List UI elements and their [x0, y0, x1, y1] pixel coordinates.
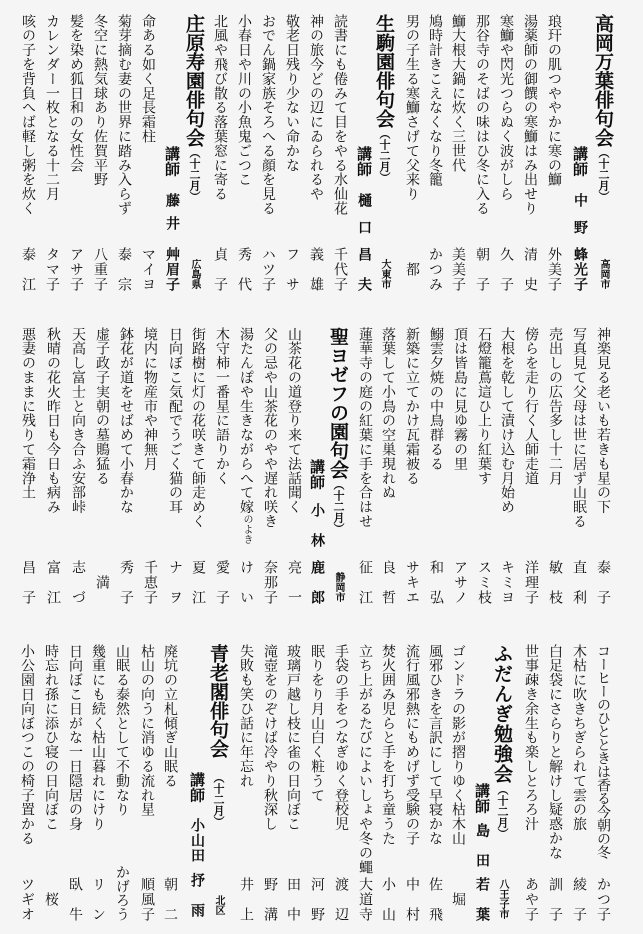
teacher-given-name: 艸眉子: [164, 247, 180, 291]
haiku-entry: [423, 14, 447, 294]
haiku-text: コーヒーのひとときは香る今朝の冬: [595, 644, 611, 859]
haiku-text: 幾重にも続く枯山暮れにけり: [90, 644, 106, 832]
haiku-entry: [39, 644, 63, 924]
haiku-text: 枯山の向うに消ゆる流れ星: [139, 644, 155, 817]
haiku-text: 世事疎き余生も楽しとろろ汁: [523, 644, 539, 832]
haiku-author: 満: [94, 575, 110, 589]
haiku-author: 田中: [285, 877, 301, 921]
haiku-entry: [543, 644, 567, 924]
group-month: （十二月）: [188, 147, 201, 202]
haiku-entry: [542, 14, 566, 294]
haiku-entry: [495, 327, 519, 607]
haiku-entry: [232, 14, 256, 294]
haiku-entry: [234, 327, 258, 607]
teacher-column: [305, 327, 329, 607]
haiku-entry: [328, 14, 352, 294]
haiku-author: ナヲ: [167, 560, 183, 604]
group-title-column: [591, 14, 615, 294]
haiku-text: 蓮華寺の庭の紅葉に手を合はせ: [357, 327, 373, 529]
haiku-author: 泰宗: [116, 247, 132, 291]
haiku-author: 直利: [571, 560, 587, 604]
haiku-author: スミ枝: [476, 560, 492, 604]
haiku-text: 敬老日残り少ない命かな: [284, 14, 300, 173]
haiku-author: 八重子: [92, 247, 108, 291]
haiku-entry: [16, 14, 40, 294]
haiku-entry: [353, 327, 377, 607]
haiku-author: リン: [90, 877, 106, 921]
haiku-text: 時忘れ孫に添ひ寝の日向ぼこ: [43, 644, 59, 832]
haiku-author: 富江: [45, 560, 61, 604]
haiku-author: かつみ: [427, 247, 443, 291]
group-heading: [326, 327, 350, 534]
haiku-entry: [567, 327, 591, 607]
haiku-entry: [15, 644, 39, 924]
haiku-text: 悪妻のままに残りて霜浄土: [20, 327, 36, 500]
haiku-entry: [63, 644, 87, 924]
haiku-entry: [591, 644, 615, 924]
haiku-text: 木枯に吹きちぎられて雲の旅: [571, 644, 587, 832]
haiku-author: キミヨ: [499, 560, 515, 604]
band-middle: [0, 327, 643, 607]
haiku-text: 髪を染め狐日和の女性会: [68, 14, 84, 173]
haiku-entry: [281, 644, 305, 924]
haiku-text: 滝壺をのぞけば冷やり秋深し: [262, 644, 278, 832]
group-location: 八王子市: [497, 879, 508, 919]
haiku-text: 眠りをり月山白く粧うて: [309, 644, 325, 803]
haiku-entry: [234, 644, 258, 924]
group-title: 高岡万葉俳句会: [592, 14, 614, 147]
haiku-entry: [329, 644, 353, 924]
haiku-text: 鰤大根大鍋に炊く三世代: [450, 14, 466, 173]
haiku-author: ツギオ: [19, 877, 35, 921]
haiku-text: 玻璃戸越し枝に雀の日向ぼこ: [285, 644, 301, 832]
haiku-entry: [158, 644, 182, 924]
haiku-entry: [280, 14, 304, 294]
group-location: 静岡市: [333, 572, 344, 602]
haiku-author: 敏枝: [547, 560, 563, 604]
haiku-text: 父の忌や山茶花のやや遅れ咲き: [262, 327, 278, 529]
group-title-column: [182, 14, 206, 294]
haiku-entry: [424, 327, 448, 607]
haiku-entry: [208, 14, 232, 294]
haiku-author: 清史: [522, 247, 538, 291]
haiku-text: 那谷寺のそばの味はひ冬に入る: [474, 14, 490, 216]
haiku-entry: [543, 327, 567, 607]
haiku-entry: [135, 644, 159, 924]
haiku-text: 廃坑の立札傾ぎ山眠る: [162, 644, 178, 788]
haiku-author: 千恵子: [142, 560, 158, 604]
band-bottom: [0, 644, 643, 924]
haiku-text: 頂は皆島に見ゆ霧の里: [452, 327, 468, 471]
band-top: [0, 14, 643, 294]
haiku-author: 外美子: [546, 247, 562, 291]
haiku-entry: [472, 327, 496, 607]
haiku-author: 朝子: [474, 247, 490, 291]
haiku-author: 綾子: [571, 877, 587, 921]
haiku-author: 愛子: [214, 560, 230, 604]
haiku-text: 山眠る泰然として不動なり: [114, 644, 130, 817]
haiku-author: 朝二: [162, 877, 178, 921]
haiku-entry: [114, 327, 138, 607]
haiku-text: 売出しの広告多し十二月: [547, 327, 563, 486]
haiku-text: 境内に物産市や神無月: [142, 327, 158, 471]
teacher-column: [352, 14, 376, 294]
haiku-text: 鳩時計きこえなくなり冬籠: [427, 14, 443, 187]
haiku-author: 奈那子: [262, 560, 278, 604]
haiku-author: 野溝: [262, 877, 278, 921]
teacher-given-name: 昌夫: [356, 247, 372, 291]
haiku-text-small: のよき: [241, 514, 252, 545]
haiku-entry: [64, 14, 88, 294]
haiku-author: 河野: [309, 877, 325, 921]
teacher-family-name: 藤井: [164, 193, 180, 239]
haiku-author: 亮一: [286, 560, 302, 604]
haiku-text: 木守柿一番星に語りかく: [214, 327, 230, 486]
haiku-text: 鉢花が道をせばめて小春かな: [118, 327, 134, 515]
haiku-entry: [16, 327, 40, 607]
haiku-entry: [282, 327, 306, 607]
haiku-entry: [376, 644, 400, 924]
haiku-text: 秋晴の花火昨日も今日も病み: [45, 327, 61, 515]
haiku-author: 渡辺: [333, 877, 349, 921]
haiku-entry: [494, 14, 518, 294]
haiku-entry: [519, 644, 543, 924]
haiku-author: アサノ: [452, 560, 468, 604]
haiku-author: 泰江: [20, 247, 36, 291]
group-month: （十二月）: [496, 784, 509, 839]
teacher-label: 講師: [308, 459, 326, 490]
teacher-label: 講師: [571, 146, 589, 177]
haiku-author: 都: [404, 262, 420, 276]
haiku-text: 冬空に熱気球あり佐賀平野: [92, 14, 108, 187]
haiku-text: 失敗も笑ひ話に年忘れ: [238, 644, 254, 788]
haiku-author: 小山: [380, 877, 396, 921]
teacher-column: [185, 644, 209, 924]
haiku-author: 千代子: [332, 247, 348, 291]
haiku-entry: [112, 14, 136, 294]
haiku-text: 日向ぼこ日がな一日隠居の身: [67, 644, 83, 832]
teacher-family-name: 樋口: [356, 193, 372, 247]
haiku-entry: [353, 644, 377, 924]
teacher-column: [568, 14, 592, 294]
haiku-text: 小春日や川の小魚鬼ごつこ: [236, 14, 252, 187]
haiku-text: 咳の子を背負へば軽し粥を炊く: [20, 14, 36, 216]
haiku-author: 洋理子: [523, 560, 539, 604]
haiku-entry: [448, 327, 472, 607]
group-title-column: [206, 644, 230, 924]
haiku-text: 男の子生る寒鰤さげて父来り: [404, 14, 420, 202]
teacher-label: 講師: [163, 146, 181, 177]
haiku-author: あや子: [523, 877, 539, 921]
haiku-author: 和弘: [428, 560, 444, 604]
group-month: （十二月）: [332, 479, 345, 534]
haiku-author: 順風子: [139, 877, 155, 921]
haiku-entry: [258, 644, 282, 924]
haiku-text: 手袋の手をつなぎゆく登校児: [333, 644, 349, 832]
group-month: （十二月）: [212, 772, 225, 827]
haiku-text: 小公園日向ぼつこの椅子置かる: [19, 644, 35, 846]
haiku-author: 秀代: [236, 247, 252, 291]
haiku-author: 泰子: [595, 560, 611, 604]
haiku-entry: [567, 644, 591, 924]
group-title: 庄原寿園俳句会: [183, 14, 205, 147]
haiku-entry: [136, 14, 160, 294]
group-location: 大東市: [379, 259, 390, 289]
haiku-entry: [90, 327, 114, 607]
haiku-entry: [400, 327, 424, 607]
teacher-family-name: 中野: [572, 193, 588, 247]
haiku-author: かげろう: [114, 865, 130, 921]
haiku-entry: [470, 14, 494, 294]
group-month: （十二月）: [597, 147, 610, 202]
teacher-given-name: 鹿郎: [309, 560, 325, 604]
haiku-text: 焚火囲み児らと手を打ち童うた: [380, 644, 396, 846]
haiku-text: カレンダー一枚となる十二月: [44, 14, 60, 202]
haiku-text: ゴンドラの影が摺りゆく枯木山: [450, 644, 466, 846]
haiku-entry: [519, 327, 543, 607]
haiku-entry: [400, 14, 424, 294]
haiku-author: 桜: [43, 892, 59, 906]
haiku-text: 立ち上がるたびによいしょや冬の蠅: [357, 644, 373, 875]
haiku-entry: [591, 327, 615, 607]
haiku-author: 征江: [357, 560, 373, 604]
haiku-text: 読書にも倦みて目をやる水仙花: [332, 14, 348, 216]
haiku-text: 風邪ひきを言訳にして早寝かな: [427, 644, 443, 846]
haiku-author: 訓子: [547, 877, 563, 921]
haiku-entry: [186, 327, 210, 607]
haiku-author: 貞子: [212, 247, 228, 291]
haiku-text: 日向ぼこ気配でうごく猫の耳: [167, 327, 183, 515]
haiku-author: アサ子: [68, 247, 84, 291]
group-heading: [182, 14, 206, 202]
haiku-text-main: 湯たんぽや生きながらへて嫁: [238, 327, 254, 515]
group-location: 高岡市: [598, 259, 609, 289]
haiku-author: フサ: [284, 247, 300, 291]
haiku-author: 久子: [498, 247, 514, 291]
teacher-label: 講師: [355, 146, 373, 177]
haiku-author: 秀子: [118, 560, 134, 604]
teacher-family-name: 小林: [309, 503, 325, 563]
haiku-entry: [400, 644, 424, 924]
teacher-family-name: 島田: [474, 823, 490, 883]
haiku-author: タマ子: [44, 247, 60, 291]
haiku-text: 天高し富士と向き合ふ安部峠: [70, 327, 86, 515]
haiku-entry: [304, 14, 328, 294]
haiku-author: 佐飛: [427, 877, 443, 921]
group-month: （十二月）: [378, 128, 391, 183]
haiku-entry: [110, 644, 134, 924]
group-heading: [591, 14, 615, 202]
haiku-text: 白足袋にさらりと解けし疑惑かな: [547, 644, 563, 860]
teacher-given-name: 若葉: [474, 877, 490, 921]
haiku-text: 琅玕の肌つややかに寒の鰤: [546, 14, 562, 187]
haiku-text: 新築に立てかけ瓦霜被る: [404, 327, 420, 486]
haiku-entry: [423, 644, 447, 924]
haiku-text: 大根を乾して漬け込む月始め: [499, 327, 515, 515]
haiku-author: 大道寺: [357, 877, 373, 921]
teacher-column: [470, 644, 494, 924]
haiku-entry: [88, 14, 112, 294]
haiku-entry: [258, 327, 282, 607]
haiku-author: 中村: [404, 877, 420, 921]
teacher-label: 講師: [188, 772, 206, 803]
haiku-text: 鰯雲夕焼の中鳥群るる: [428, 327, 444, 471]
haiku-text: 北風や飛び散る落葉窓に寄る: [212, 14, 228, 202]
haiku-entry: [86, 644, 110, 924]
haiku-author: 堀: [450, 892, 466, 906]
haiku-author: 臥牛: [67, 877, 83, 921]
haiku-author: 良哲: [380, 560, 396, 604]
haiku-author: かつ子: [595, 877, 611, 921]
haiku-text: [234, 327, 258, 544]
group-title-column: [326, 327, 350, 607]
group-title: 生駒園俳句会: [373, 14, 395, 128]
haiku-text: 傍らを走り行く人師走道: [523, 327, 539, 486]
haiku-author: 志づ: [70, 560, 86, 604]
teacher-column: [160, 14, 184, 294]
teacher-given-name: 抒雨: [189, 873, 205, 917]
haiku-author: けい: [238, 560, 254, 604]
haiku-entry: [256, 14, 280, 294]
haiku-text: 落葉して小鳥の空巣現れぬ: [380, 327, 396, 500]
group-location: 北区: [213, 895, 224, 915]
haiku-text: 湯薬師の御饌の寒鰤はみ出せり: [522, 14, 538, 216]
haiku-entry: [210, 327, 234, 607]
haiku-author: 昌子: [20, 560, 36, 604]
haiku-entry: [66, 327, 90, 607]
haiku-author: ハツ子: [260, 247, 276, 291]
haiku-text: おでん鍋家族そろへる顔を見る: [260, 14, 276, 216]
teacher-label: 講師: [473, 783, 491, 814]
haiku-author: 夏江: [190, 560, 206, 604]
group-title: ふだんぎ勉強会: [491, 644, 513, 784]
haiku-author: サキエ: [404, 560, 420, 604]
haiku-entry: [138, 327, 162, 607]
haiku-entry: [446, 14, 470, 294]
group-heading: [206, 644, 230, 827]
haiku-entry: [163, 327, 187, 607]
haiku-author: 義雄: [308, 247, 324, 291]
haiku-entry: [518, 14, 542, 294]
haiku-text: 命ある如く足長霜柱: [140, 14, 156, 144]
haiku-text: 流行風邪熱にもめげず受験の子: [404, 644, 420, 846]
haiku-text: 山茶花の道登り来て法話聞く: [286, 327, 302, 515]
haiku-text: 街路樹に灯の花咲きて師走めく: [190, 327, 206, 529]
haiku-entry: [376, 327, 400, 607]
haiku-text: 石燈籠蔦這ひ上り紅葉す: [476, 327, 492, 486]
haiku-author: 美美子: [450, 247, 466, 291]
haiku-entry: [305, 644, 329, 924]
group-location: 広島県: [189, 259, 200, 289]
haiku-entry: [40, 14, 64, 294]
teacher-family-name: 小山田: [189, 818, 205, 863]
teacher-given-name: 蜂光子: [572, 247, 588, 291]
haiku-entry: [41, 327, 65, 607]
haiku-text: 菊芽摘む妻の世界に踏み入らず: [116, 14, 132, 216]
haiku-text: 神の旅今どの辺にゐられるや: [308, 14, 324, 202]
group-title: 聖ヨゼフの園句会: [327, 327, 349, 479]
haiku-text: 写真見て父母は世に居ず山眠る: [571, 327, 587, 529]
haiku-text: 虚子政子実朝の墓鵙猛る: [94, 327, 110, 486]
haiku-entry: [446, 644, 470, 924]
haiku-text: 寒鰤や閃光つらぬく波がしら: [498, 14, 514, 202]
group-title: 青老閣俳句会: [207, 644, 229, 758]
haiku-author: マイヨ: [140, 247, 156, 291]
haiku-author: 井上: [238, 877, 254, 921]
haiku-text: 神楽見る老いも若きも星の下: [595, 327, 611, 515]
